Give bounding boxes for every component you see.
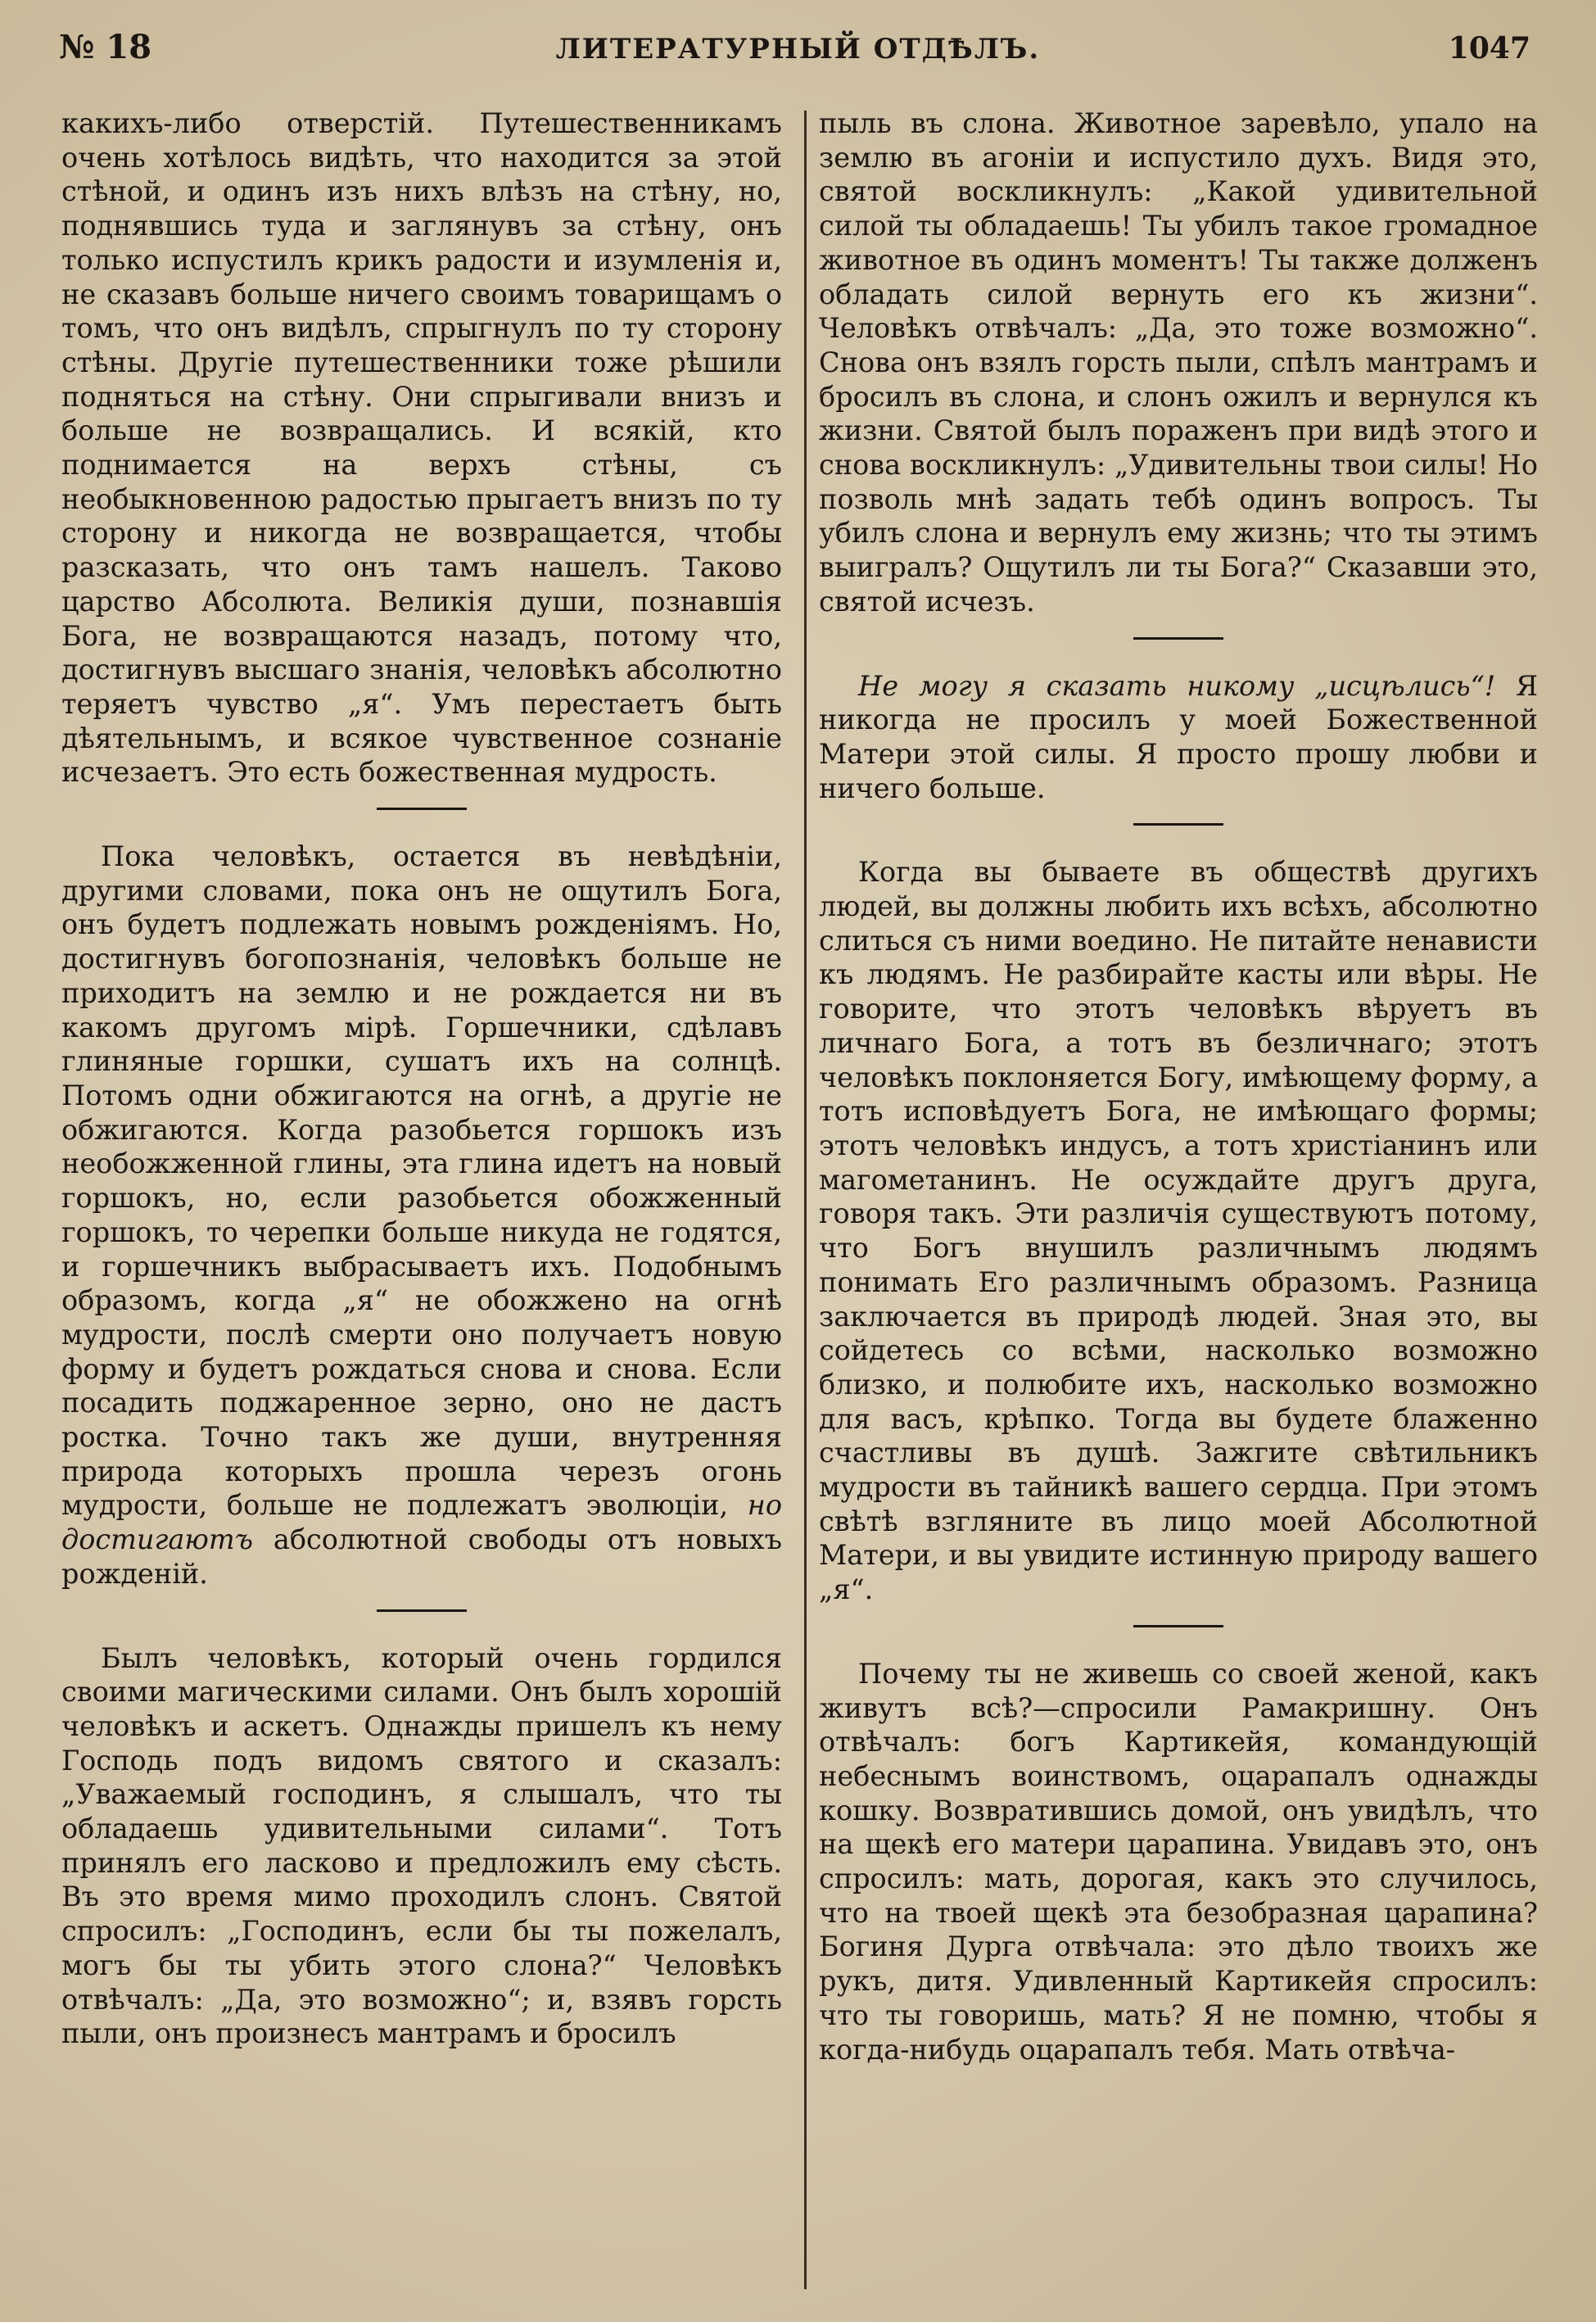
paragraph: Былъ человѣкъ, который очень гордился своими магическими силами. Онъ былъ хорошій человѣкъ и аскетъ. Однажды пришелъ къ нему Господь подъ видомъ святого и сказалъ: „Уважаемый господинъ, я слышалъ, что ты обладаешь удивительными силами“. Тотъ принялъ его ласково и предложилъ ему сѣсть. Въ это время мимо проходилъ слонъ. Святой спросилъ: „Господинъ, если бы ты пожелалъ, могъ бы ты убить этого слона?“ Человѣкъ отвѣчалъ: „Да, это возможно“; и, взявъ горсть пыли, онъ произнесъ мантрамъ и бросилъ <box>61 1641 782 2050</box>
right-column <box>819 106 1538 2066</box>
paragraph <box>61 840 782 1591</box>
italic-emphasis: Не могу я сказать никому „исцѣлись“! <box>858 669 1496 702</box>
paragraph: Почему ты не живешь со своей женой, какъ живутъ всѣ?—спросили Рамакришну. Онъ отвѣчалъ: богъ Картикейя, командующій небеснымъ воинствомъ, оцарапалъ однажды кошку. Возвратившись домой, онъ увидѣлъ, что на щекѣ его матери царапина. Увидавъ это, онъ спросилъ: мать, дорогая, какъ это случилось, что на твоей щекѣ эта безобразная царапина? Богиня Дурга отвѣчала: это дѣло твоихъ же рукъ, дитя. Удивленный Картикейя спросилъ: что ты говоришь, мать? Я не помню, чтобы я когда-нибудь оцарапалъ тебя. Мать отвѣча- <box>819 1657 1538 2066</box>
issue-number: № 18 <box>59 28 152 66</box>
paragraph: какихъ-либо отверстій. Путешественникамъ очень хотѣлось видѣть, что находится за этой стѣной, и одинъ изъ нихъ влѣзъ на стѣну, но, поднявшись туда и заглянувъ за стѣну, онъ только испустилъ крикъ радости и изумленія и, не сказавъ больше ничего своимъ товарищамъ о томъ, что онъ видѣлъ, спрыгнулъ по ту сторону стѣны. Другіе путешественники тоже рѣшили подняться на стѣну. Они спрыгивали внизъ и больше не возвращались. И всякій, кто поднимается на верхъ стѣны, съ необыкновенною радостью прыгаетъ внизъ по ту сторону и никогда не возвращается, чтобы разсказать, что онъ тамъ нашелъ. Таково царство Абсолюта. Великія души, познавшія Бога, не возвращаются назадъ, потому что, достигнувъ высшаго знанія, человѣкъ абсолютно теряетъ чувство „я“. Умъ перестаетъ быть дѣятельнымъ, и всякое чувственное сознаніе исчезаетъ. Это есть божественная мудрость. <box>61 107 782 789</box>
paragraph <box>819 669 1538 806</box>
italic-emphasis: но достигаютъ <box>61 1489 782 1556</box>
left-column <box>61 106 782 2051</box>
paragraph-text: Я никогда не просилъ у моей Божественной Матери этой силы. Я просто прошу любви и ничего больше. <box>819 669 1538 804</box>
section-separator <box>377 1609 467 1612</box>
page-header <box>49 25 1547 74</box>
section-separator <box>1133 1625 1223 1627</box>
paragraph: пыль въ слона. Животное заревѣло, упало на землю въ агоніи и испустило духъ. Видя это, святой воскликнулъ: „Какой удивительной силой ты обладаешь! Ты убилъ такое громадное животное въ одинъ моментъ! Ты также долженъ обладать силой вернуть его къ жизни“. Человѣкъ отвѣчалъ: „Да, это тоже возможно“. Снова онъ взялъ горсть пыли, спѣлъ мантрамъ и бросилъ въ слона, и слонъ ожилъ и вернулся къ жизни. Святой былъ пораженъ при видѣ этого и снова воскликнулъ: „Удивительны твои силы! Но позволь мнѣ задать тебѣ одинъ вопросъ. Ты убилъ слона и вернулъ ему жизнь; что ты этимъ выигралъ? Ощутилъ ли ты Бога?“ Сказавши это, святой исчезъ. <box>819 107 1538 618</box>
section-title: ЛИТЕРАТУРНЫЙ ОТДѢЛЪ. <box>555 33 1041 66</box>
page-number: 1047 <box>1448 31 1530 66</box>
section-separator <box>1133 637 1223 640</box>
section-separator <box>1133 823 1223 826</box>
section-separator <box>377 808 467 810</box>
paragraph-text: Пока человѣкъ, остается въ невѣдѣніи, другими словами, пока онъ не ощутилъ Бога, онъ будетъ подлежать новымъ рожденіямъ. Но, достигнувъ богопознанія, человѣкъ больше не приходитъ на землю и не рождается ни въ какомъ другомъ мірѣ. Горшечники, сдѣлавъ глиняные горшки, сушатъ ихъ на солнцѣ. Потомъ одни обжигаются на огнѣ, а другіе не обжигаются. Когда разобьется горшокъ изъ необожженной глины, эта глина идетъ на новый горшокъ, но, если разобьется обожженный горшокъ, то черепки больше никуда не годятся, и горшечникъ выбрасываетъ ихъ. Подобнымъ образомъ, когда „я“ не обожжено на огнѣ мудрости, послѣ смерти оно получаетъ новую форму и будетъ рождаться снова и снова. Если посадить поджаренное зерно, оно не дастъ ростка. Точно такъ же души, внутренняя природа которыхъ прошла черезъ огонь мудрости, больше не подлежатъ эволюціи, <box>61 840 782 1522</box>
column-divider <box>804 111 807 2289</box>
paragraph-text: абсолютной свободы отъ новыхъ рожденій. <box>61 1523 782 1590</box>
paragraph: Когда вы бываете въ обществѣ другихъ людей, вы должны любить ихъ всѣхъ, абсолютно слиться съ ними воедино. Не питайте ненависти къ людямъ. Не разбирайте касты или вѣры. Не говорите, что этотъ человѣкъ вѣруетъ въ личнаго Бога, а тотъ въ безличнаго; этотъ человѣкъ поклоняется Богу, имѣющему форму, а тотъ исповѣдуетъ Бога, не имѣющаго формы; этотъ человѣкъ индусъ, а тотъ христіанинъ или магометанинъ. Не осуждайте другъ друга, говоря такъ. Эти различія существуютъ потому, что Богъ внушилъ различнымъ людямъ понимать Его различнымъ образомъ. Разница заключается въ природѣ людей. Зная это, вы сойдетесь со всѣми, насколько возможно близко, и полюбите ихъ, насколько возможно для васъ, крѣпко. Тогда вы будете блаженно счастливы въ душѣ. Зажгите свѣтильникъ мудрости въ тайникѣ вашего сердца. При этомъ свѣтѣ взгляните въ лицо моей Абсолютной Матери, и вы увидите истинную природу вашего „я“. <box>819 856 1538 1606</box>
